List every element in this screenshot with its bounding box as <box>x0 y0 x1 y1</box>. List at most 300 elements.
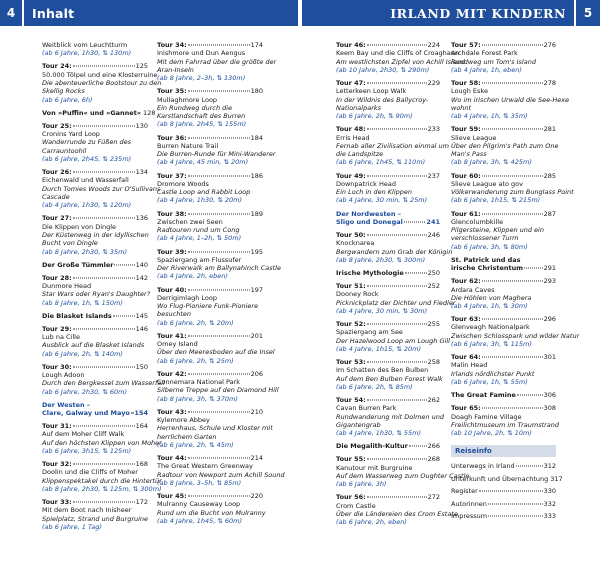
leader-dots <box>188 251 250 252</box>
entry-name: Keem Bay und die Cliffs of Croaghaun <box>336 49 460 58</box>
entry-meta: (ab 10 Jahre, 2h30, ⇅ 290m) <box>336 65 430 74</box>
toc-entry <box>451 256 556 273</box>
toc-entry <box>157 133 276 167</box>
toc-entry <box>451 210 556 251</box>
entry-title: Tour 54: <box>336 395 366 404</box>
entry-title: Tour 45: <box>157 492 187 501</box>
page-number: 233 <box>427 125 440 134</box>
page-number: 220 <box>250 492 263 501</box>
leader-dots <box>516 466 543 467</box>
entry-title-row <box>42 312 148 320</box>
entry-title: Tour 48: <box>336 125 366 134</box>
entry-name: Cronins Yard Loop <box>42 130 100 139</box>
page-number: 130 <box>135 121 148 130</box>
entry-title: Der Große Tümmler <box>42 260 114 269</box>
toc-entry <box>451 353 556 386</box>
toc-entry <box>42 62 162 104</box>
entry-name: Lough Eske <box>451 87 488 96</box>
entry-name: Inishmore und Dun Aengus <box>157 49 246 58</box>
toc-entry <box>157 369 279 403</box>
entry-title: Tour 29: <box>42 324 72 333</box>
entry-subtitle: Freilichtmuseum im Traumstrand <box>451 420 560 429</box>
leader-dots <box>73 502 135 503</box>
left-page-title: Inhalt <box>32 5 75 21</box>
entry-name: Doagh Famine Village <box>451 412 522 421</box>
page-number: 268 <box>427 455 440 464</box>
toc-entry <box>336 493 458 527</box>
entry-meta: (ab 6 Jahre, 1h45, ⇅ 110m) <box>336 158 426 167</box>
page-number: 128 <box>143 108 156 117</box>
leader-dots <box>188 213 250 214</box>
leader-dots <box>188 373 250 374</box>
entry-subtitle: Der Küstenweg in der idyllischen <box>42 230 149 239</box>
page-number: 278 <box>543 78 556 87</box>
toc-entry <box>336 269 440 277</box>
entry-title-row <box>336 320 440 328</box>
entry-meta: (ab 4 Jahre, 1–2h, ⇅ 50m) <box>157 234 242 243</box>
toc-entry <box>336 210 440 227</box>
entry-subtitle: Wo Flug-Pioniere Funk-Pioniere <box>157 302 259 311</box>
entry-title-row <box>451 210 556 218</box>
toc-entry <box>157 286 263 327</box>
page-number: 291 <box>543 264 556 273</box>
entry-subtitle: Nationalparks <box>336 103 382 112</box>
entry-name: Downpatrick Head <box>336 179 396 188</box>
entry-meta: (ab 6 Jahre, 2h30, ⇅ 60m) <box>42 387 128 396</box>
entry-title-row <box>157 172 263 180</box>
entry-title: Tour 50: <box>336 230 366 239</box>
entry-subtitle: Zwischen Schlosspark und wilder Natur <box>451 331 580 340</box>
entry-title-row <box>451 41 556 49</box>
leader-dots <box>409 446 427 447</box>
entry-subtitle: Mit dem Fahrrad über die größte der <box>157 57 277 66</box>
page-number: 301 <box>543 353 556 362</box>
entry-title: Tour 49: <box>336 171 366 180</box>
entry-subtitle: Man's Pass <box>451 150 487 159</box>
leader-dots <box>367 497 427 498</box>
entry-title: Tour 32: <box>42 460 72 469</box>
leader-dots <box>524 268 543 269</box>
reiseinfo-list <box>451 462 563 521</box>
page-number: 142 <box>135 273 148 282</box>
entry-subtitle: Cascade <box>42 192 70 201</box>
entry-meta: (ab 6 Jahre, 2h, ⇅ 85m) <box>336 382 413 391</box>
entry-name: Weitblick vom Leuchtturm <box>42 41 128 49</box>
entry-meta: (ab 6 Jahre, 6h) <box>42 95 93 104</box>
entry-title: Tour 65: <box>451 404 481 413</box>
entry-title-row <box>451 264 556 272</box>
page-number: 296 <box>543 315 556 324</box>
entry-title-row <box>157 286 263 294</box>
entry-title-row <box>451 315 556 323</box>
entry-title-row <box>336 125 440 133</box>
entry-title: Tour 41: <box>157 331 187 340</box>
entry-name: Zwischen zwei Seen <box>157 217 223 226</box>
entry-name: Spaziergang am Flussufer <box>157 255 242 264</box>
entry-name: Doolin und die Cliffs of Moher <box>42 468 138 477</box>
entry-subtitle: wohnt <box>451 103 472 112</box>
reiseinfo-label: Register <box>451 487 478 496</box>
leader-dots <box>367 286 427 287</box>
entry-subtitle: Über den Pilgrim's Path zum One <box>451 141 559 150</box>
entry-meta: (ab 6 Jahre, 1h15, ⇅ 215m) <box>451 196 541 205</box>
entry-title-row <box>42 108 156 117</box>
entry-subtitle: Am westlichsten Zipfel von Achill Island <box>336 57 466 66</box>
entry-meta: (ab 8 Jahre, 2h30, ⇅ 300m) <box>336 255 426 264</box>
leader-dots <box>114 264 134 265</box>
page-number: 272 <box>427 493 440 502</box>
entry-subtitle: Fernab aller Zivilisation einmal um <box>336 141 450 150</box>
entry-title-row <box>157 134 263 142</box>
toc-entries <box>451 41 580 438</box>
entry-name: The Great Western Greenway <box>157 462 253 471</box>
entry-subtitle: In der Wildnis des Ballycroy- <box>336 95 429 104</box>
leader-dots <box>482 319 543 320</box>
entry-meta: (ab 8 Jahre, 1h, ⇅ 150m) <box>42 298 123 307</box>
entry-title: Von »Puffin« und »Gannet« <box>42 108 142 117</box>
entry-subtitle: Der Hazelwood Loop am Lough Gill <box>336 336 450 345</box>
entry-meta: (ab 6 Jahre, 2h45, ⇅ 235m) <box>42 154 132 163</box>
entry-meta: (ab 4 Jahre, 1h, ⇅ 35m) <box>451 112 528 121</box>
entry-meta: (ab 4 Jahre, 1h, ⇅ 30m) <box>451 302 528 311</box>
toc-entry <box>42 122 148 163</box>
section-heading-cont: Sligo und Donegal <box>336 217 403 226</box>
entry-subtitle: Völkerwanderung zum Bunglass Point <box>451 188 574 197</box>
entry-title-row <box>157 492 263 500</box>
entry-name: Slieve League ato gov <box>451 179 523 188</box>
entry-subtitle: Wo im irischen Urwald die See-Hexe <box>451 95 570 104</box>
leader-dots <box>482 82 543 83</box>
entry-title-row <box>336 269 440 277</box>
entry-title: Tour 42: <box>157 369 187 378</box>
reiseinfo-label: Unterwegs in Irland <box>451 462 515 471</box>
entry-title: Tour 40: <box>157 285 187 294</box>
toc-entry <box>157 407 273 449</box>
leader-dots <box>73 172 135 173</box>
toc-entry <box>336 172 440 205</box>
page-number: 168 <box>135 460 148 469</box>
entry-subtitle: Durch Tomies Woods zur O'Sullivans <box>42 184 161 193</box>
toc-entry <box>157 172 263 205</box>
toc-entry <box>157 210 263 243</box>
toc-entry <box>336 230 453 264</box>
entry-title-row <box>42 498 148 506</box>
entry-title-row <box>451 391 556 399</box>
toc-entry <box>42 312 148 320</box>
entry-name: Kanutour mit Burgruine <box>336 463 413 472</box>
toc-entry <box>42 108 156 117</box>
page-number: 214 <box>250 454 263 463</box>
leader-dots <box>188 45 250 46</box>
entry-name: Ardara Caves <box>451 285 495 294</box>
entry-meta: (ab 8 Jahre, 3h, ⇅ 425m) <box>451 158 532 167</box>
entry-name: Die Klippen von Dingle <box>42 222 117 231</box>
entry-meta: (ab 8 Jahre, 3h, ⇅ 370m) <box>157 394 238 403</box>
entry-title-row <box>42 325 148 333</box>
entry-subtitle: herrlichem Garten <box>157 432 217 441</box>
entry-name: Dooney Rock <box>336 290 379 299</box>
leader-dots <box>188 137 250 138</box>
entry-title: Tour 34: <box>157 41 187 49</box>
section-heading-cont: Clare, Galway und Mayo <box>42 409 130 418</box>
leader-dots <box>482 175 543 176</box>
toc-column-2 <box>157 41 285 530</box>
entry-subtitle: Über den Meeresboden auf die Insel <box>157 348 275 357</box>
entry-title-row <box>157 87 263 95</box>
entry-title-row <box>42 274 148 282</box>
entry-title-row <box>42 363 148 371</box>
entry-name: Mulranny Causeway Loop <box>157 500 241 509</box>
leader-dots <box>73 125 135 126</box>
entry-name: Im Schatten des Ben Bulben <box>336 366 429 375</box>
page-number: 281 <box>543 125 556 134</box>
entry-title-row <box>336 455 440 463</box>
entry-title: The Great Famine <box>451 391 516 400</box>
entry-subtitle: Picknickplatz der Dichter und Fiedler <box>336 298 456 307</box>
toc-entry <box>157 247 281 281</box>
entry-subtitle: Auf den höchsten Klippen von Moher <box>42 438 162 447</box>
entry-subtitle: Durch den Bergkessel zum Wasserfall <box>42 379 165 388</box>
entry-title: Tour 26: <box>42 168 72 177</box>
page-number: 180 <box>250 87 263 96</box>
toc-entry <box>336 357 443 391</box>
entry-name: Mullaghmore Loop <box>157 95 218 104</box>
leader-dots <box>367 234 427 235</box>
toc-entry <box>451 391 556 399</box>
leader-dots <box>367 459 427 460</box>
reiseinfo-item <box>451 487 556 495</box>
entry-name: Omey Island <box>157 340 198 349</box>
entry-title: Tour 24: <box>42 62 72 71</box>
leader-dots <box>73 464 135 465</box>
page-number: 154 <box>134 409 148 418</box>
entry-name: Glencolumbkille <box>451 217 504 226</box>
leader-dots <box>73 277 135 278</box>
leader-dots <box>73 66 135 67</box>
leader-dots <box>188 496 250 497</box>
entry-subtitle: Bucht von Dingle <box>42 239 98 248</box>
entry-subtitle: Star Wars oder Ryan's Daughter? <box>42 290 151 299</box>
leader-dots <box>188 91 250 92</box>
entry-subtitle: Bergwandern zum Grab der Königin <box>336 247 453 256</box>
entry-subtitle: Die abenteuerliche Bootstour zu den <box>42 78 162 87</box>
page-number: 237 <box>427 171 440 180</box>
entry-subtitle: Karstlandschaft des Burren <box>157 112 246 121</box>
page-number: 255 <box>427 319 440 328</box>
entry-subtitle: Spielplatz, Strand und Burgruine <box>42 514 149 523</box>
page-number: 145 <box>135 311 148 320</box>
toc-entry <box>42 325 148 358</box>
entry-title-row <box>157 41 263 49</box>
entry-name: Burren Nature Trail <box>157 141 219 150</box>
page-number: 287 <box>543 209 556 218</box>
entry-name: Glenveagh Nationalpark <box>451 323 530 332</box>
entry-title-row <box>157 248 263 256</box>
entry-title-row <box>336 442 440 450</box>
entry-title-row <box>336 41 440 49</box>
entry-title: Tour 47: <box>336 78 366 87</box>
section-heading: Der Nordwesten – <box>336 209 401 218</box>
entry-subtitle: Auf dem Wasserweg zum Oughter Castle <box>336 471 470 480</box>
entry-title-row <box>42 261 148 269</box>
leader-dots <box>188 411 250 412</box>
entry-name: Erris Head <box>336 133 370 142</box>
leader-dots <box>482 281 543 282</box>
entry-subtitle: besuchten <box>157 310 191 319</box>
entry-meta: (ab 6 Jahre, 3h15, ⇅ 125m) <box>42 447 132 456</box>
entry-meta: (ab 6 Jahre, 3h, ⇅ 80m) <box>451 242 528 251</box>
page-number: 150 <box>135 362 148 371</box>
toc-entry <box>451 125 559 167</box>
reiseinfo-item <box>451 474 563 483</box>
entry-name: Connemara National Park <box>157 378 240 387</box>
toc-entry <box>336 395 444 438</box>
toc-entry <box>451 41 556 74</box>
entry-name: Mit dem Boot nach Inisheer <box>42 506 132 515</box>
entry-title: Tour 36: <box>157 133 187 142</box>
toc-entry <box>451 315 580 349</box>
toc-entry <box>451 404 560 438</box>
right-page-title: IRLAND MIT KINDERN <box>390 5 566 21</box>
page-number: 134 <box>135 168 148 177</box>
entry-title-row <box>336 231 440 239</box>
entry-subtitle: Über die Ländereien des Crom Estate <box>336 509 458 518</box>
entry-subtitle: Klippenspektakel durch die Hintertür <box>42 476 162 485</box>
entry-title-row <box>451 125 556 133</box>
entry-title: Tour 59: <box>451 125 481 134</box>
toc-entry <box>451 277 556 310</box>
entry-title-row <box>157 332 263 340</box>
entry-title-row <box>336 358 440 366</box>
toc-entry <box>157 41 277 83</box>
toc-entry <box>42 214 148 255</box>
entry-name: Cavan Burren Park <box>336 404 397 413</box>
reiseinfo-heading: Reiseinfo <box>451 445 556 457</box>
entry-subtitle: Die Höhlen von Maghera <box>451 293 532 302</box>
entry-name: Kylemore Abbey <box>157 416 210 425</box>
entry-subtitle: Rundweg um Tom's Island <box>451 57 536 66</box>
leader-dots <box>479 491 543 492</box>
entry-title-row <box>336 282 440 290</box>
entry-meta: (ab 6 Jahre, 3h) <box>336 480 387 489</box>
entry-title: Tour 55: <box>336 455 366 464</box>
reiseinfo-item <box>451 462 556 470</box>
entry-name: Crom Castle <box>336 501 376 510</box>
header-left-bar <box>0 0 298 26</box>
entry-meta: (ab 4 Jahre, 45 min, ⇅ 20m) <box>157 158 249 167</box>
leader-dots <box>488 516 542 517</box>
toc-entry <box>336 282 456 315</box>
entry-subtitle: Skellig Rocks <box>42 87 85 96</box>
entry-title: Tour 27: <box>42 214 72 223</box>
page-number: 241 <box>426 217 440 226</box>
left-page-number: 4 <box>6 6 16 20</box>
reiseinfo-item <box>451 512 556 520</box>
entry-title: Tour 31: <box>42 422 72 431</box>
entry-title: Tour 28: <box>42 273 72 282</box>
toc-column-4 <box>451 41 580 525</box>
toc-entry <box>42 362 165 396</box>
entry-meta: (ab 6 Jahre, 2h, ⇅ 20m) <box>157 318 234 327</box>
leader-dots <box>367 129 427 130</box>
entry-name: Malin Head <box>451 361 488 370</box>
entry-meta: (ab 4 Jahre, 30 min, ⇅ 30m) <box>336 306 428 315</box>
entry-title-row <box>42 62 148 70</box>
leader-dots <box>73 328 135 329</box>
entry-subtitle: verschlossener Turm <box>451 234 519 243</box>
entry-subtitle: Silberne Treppe auf den Diamond Hill <box>157 386 279 395</box>
leader-dots <box>405 272 427 273</box>
page-number: 317 <box>550 474 563 483</box>
entry-title-row <box>451 353 556 361</box>
entry-title-row <box>42 422 148 430</box>
page-number: 184 <box>250 133 263 142</box>
entry-subtitle: Aran-Inseln <box>157 65 194 74</box>
entry-subtitle: Wanderrunde zu Füßen des <box>42 138 132 147</box>
entry-meta: (ab 6 Jahre, 1 Tag) <box>42 523 102 531</box>
entry-title: Tour 30: <box>42 362 72 371</box>
entry-subtitle: Rund um die Bucht von Mulranny <box>157 508 266 517</box>
page-number: 136 <box>135 214 148 223</box>
page-number: 252 <box>427 282 440 290</box>
entry-meta: (ab 6 Jahre, 2h, ⇅ 90m) <box>336 112 413 121</box>
entry-subtitle: Der Riverwalk am Ballynahinch Castle <box>157 264 281 273</box>
leader-dots <box>367 82 427 83</box>
page-number: 125 <box>135 62 148 71</box>
entry-meta: (ab 6 Jahre, 1h, ⇅ 55m) <box>451 378 528 387</box>
page-header <box>0 0 600 26</box>
page-number: 146 <box>135 324 148 333</box>
entry-title: Tour 46: <box>336 41 366 49</box>
leader-dots <box>367 399 427 400</box>
entry-meta: (ab 4 Jahre, 1h30, ⇅ 55m) <box>336 429 422 438</box>
entry-title-row <box>336 79 440 87</box>
page-number: 201 <box>250 331 263 340</box>
toc-entry <box>42 422 162 456</box>
entry-title: Die Blasket Islands <box>42 311 112 320</box>
entry-meta: (ab 8 Jahre, 3–5h, ⇅ 85m) <box>157 478 242 487</box>
page-number: 312 <box>543 462 556 471</box>
entry-meta: (ab 4 Jahre, 1h15, ⇅ 20m) <box>336 344 422 353</box>
entry-meta: (ab 8 Jahre, 2h45, ⇅ 155m) <box>157 120 247 129</box>
entry-title-row <box>336 396 440 404</box>
entry-meta: (ab 6 Jahre, 3h, ⇅ 115m) <box>451 340 532 349</box>
entry-title: Tour 57: <box>451 41 481 49</box>
entry-meta: (ab 8 Jahre, 2–3h, ⇅ 130m) <box>157 74 246 83</box>
entry-subtitle: Ein Loch in den Klippen <box>336 188 413 197</box>
entry-meta: (ab 4 Jahre, 1h30, ⇅ 20m) <box>157 196 243 205</box>
page-number: 330 <box>543 487 556 496</box>
entry-title-row <box>157 408 263 416</box>
entry-subtitle: Pilgersteine, Klippen und ein <box>451 226 544 235</box>
entry-title: Tour 38: <box>157 209 187 218</box>
toc-entry <box>42 460 162 494</box>
toc-entry <box>42 273 151 307</box>
entry-subtitle: Radtour von Newport zum Achill Sound <box>157 470 285 479</box>
page-number: 189 <box>250 209 263 218</box>
page-number: 210 <box>250 407 263 416</box>
entry-name: Lub na Cille <box>42 333 80 342</box>
entry-subtitle: Radtouren rund um Cong <box>157 226 240 235</box>
page-number: 186 <box>250 171 263 180</box>
page-number: 174 <box>250 41 263 49</box>
toc-entry <box>157 87 263 128</box>
entry-meta: (ab 6 Jahre, 2h, ⇅ 25m) <box>157 356 234 365</box>
entry-meta: (ab 6 Jahre, 1h30, ⇅ 130m) <box>42 49 132 58</box>
page-number: 250 <box>427 268 440 277</box>
entry-title: Tour 25: <box>42 121 72 130</box>
entry-subtitle: Gigantengrab <box>336 420 381 429</box>
